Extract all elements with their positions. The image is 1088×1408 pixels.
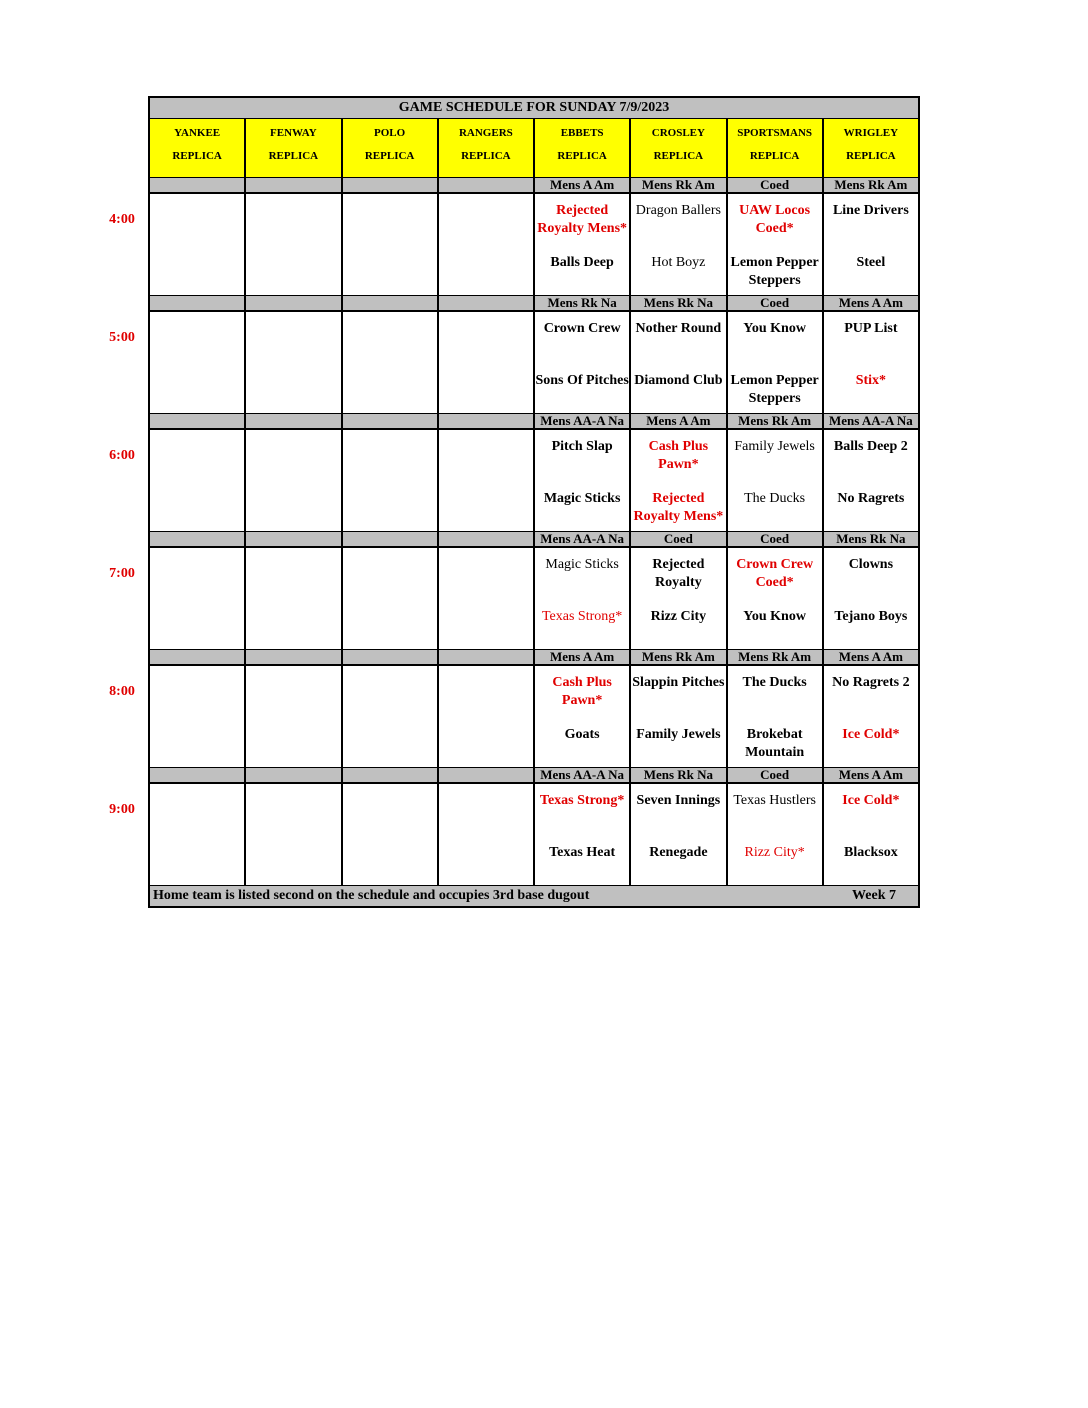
- division-label: [246, 650, 342, 664]
- away-team: No Ragrets 2: [832, 675, 910, 690]
- away-team: Cash Plus Pawn*: [648, 439, 709, 472]
- away-team: Rejected Royalty: [652, 557, 705, 590]
- home-team: Rizz City*: [744, 845, 805, 860]
- home-team: Balls Deep: [550, 255, 614, 270]
- away-team: Line Drivers: [832, 203, 909, 218]
- away-team: Slappin Pitches: [632, 675, 725, 690]
- empty-game-cell: [343, 666, 439, 767]
- home-team: Rizz City: [650, 609, 707, 624]
- time-label: 4:00: [109, 212, 135, 227]
- time-label: 6:00: [109, 448, 135, 463]
- game-cell: [824, 548, 918, 649]
- home-team: Lemon Pepper Steppers: [730, 373, 819, 406]
- field-header-sportsmans: [728, 119, 824, 177]
- game-cell: [631, 784, 727, 885]
- game-cell: [535, 430, 631, 531]
- game-cell: [824, 666, 918, 767]
- game-cell: [631, 194, 727, 295]
- empty-game-cell: [150, 312, 246, 413]
- schedule-title: GAME SCHEDULE FOR SUNDAY 7/9/2023: [148, 96, 920, 119]
- field-type: REPLICA: [846, 150, 896, 162]
- division-row: [148, 767, 920, 784]
- division-label: [439, 532, 535, 546]
- division-label: [150, 650, 246, 664]
- division-label: [150, 414, 246, 428]
- division-label: Mens A Am: [838, 650, 904, 664]
- game-cell: [824, 784, 918, 885]
- division-label: [343, 768, 439, 782]
- empty-game-cell: [246, 784, 342, 885]
- empty-game-cell: [150, 430, 246, 531]
- away-team: Nother Round: [635, 321, 722, 336]
- division-label: Mens AA-A Na: [535, 532, 631, 546]
- game-cell: [631, 430, 727, 531]
- division-label: Mens A Am: [535, 178, 631, 192]
- division-label: Mens Rk Na: [631, 296, 727, 310]
- division-row: [148, 177, 920, 194]
- field-type: REPLICA: [172, 150, 222, 162]
- division-label: Coed: [728, 768, 824, 782]
- division-label: Mens A Am: [838, 768, 904, 782]
- footer-note: Home team is listed second on the schedule and occupies 3rd base dugout: [153, 888, 590, 903]
- field-type: REPLICA: [749, 150, 800, 162]
- schedule-sheet: [109, 96, 920, 908]
- field-header-yankee: [150, 119, 246, 177]
- division-label: Mens A Am: [535, 650, 631, 664]
- division-label: Coed: [728, 296, 824, 310]
- home-team: Lemon Pepper Steppers: [730, 255, 819, 288]
- empty-game-cell: [439, 430, 535, 531]
- field-header-rangers: [439, 119, 535, 177]
- home-team: No Ragrets: [837, 491, 905, 506]
- home-team: Rejected Royalty Mens*: [633, 491, 724, 524]
- division-row: [148, 649, 920, 666]
- empty-game-cell: [343, 430, 439, 531]
- time-slot: [109, 649, 920, 767]
- time-label: 8:00: [109, 684, 135, 699]
- time-slot: [109, 413, 920, 531]
- game-row: [109, 194, 920, 295]
- home-team: Sons Of Pitches: [535, 373, 629, 388]
- game-cell: [535, 784, 631, 885]
- division-label: [439, 178, 535, 192]
- division-label: [343, 532, 439, 546]
- empty-game-cell: [246, 194, 342, 295]
- away-team: UAW Locos Coed*: [739, 203, 811, 236]
- home-team: Stix*: [855, 373, 887, 388]
- home-team: Renegade: [649, 845, 708, 860]
- division-label: [246, 296, 342, 310]
- time-slots: [109, 177, 920, 885]
- empty-game-cell: [439, 548, 535, 649]
- game-row: [109, 548, 920, 649]
- away-team: Crown Crew Coed*: [736, 557, 814, 590]
- division-label: [343, 296, 439, 310]
- home-team: You Know: [743, 609, 806, 624]
- week-label: Week 7: [852, 888, 896, 903]
- away-team: Dragon Ballers: [635, 203, 721, 218]
- division-label: Mens A Am: [631, 414, 727, 428]
- home-team: Steel: [856, 255, 886, 270]
- field-header-polo: [343, 119, 439, 177]
- away-team: Cash Plus Pawn*: [552, 675, 612, 708]
- game-cell: [728, 194, 824, 295]
- empty-game-cell: [343, 548, 439, 649]
- field-type: REPLICA: [268, 150, 319, 162]
- game-row: [109, 430, 920, 531]
- away-team: You Know: [743, 321, 806, 336]
- empty-game-cell: [246, 666, 342, 767]
- division-label: [343, 650, 439, 664]
- division-label: Coed: [728, 532, 824, 546]
- away-team: Clowns: [848, 557, 894, 572]
- empty-game-cell: [343, 312, 439, 413]
- empty-game-cell: [150, 194, 246, 295]
- game-row: [109, 784, 920, 885]
- division-label: [439, 650, 535, 664]
- home-team: Family Jewels: [636, 727, 721, 742]
- division-label: [439, 414, 535, 428]
- time-slot: [109, 767, 920, 885]
- division-label: [150, 296, 246, 310]
- field-type: REPLICA: [653, 150, 704, 162]
- game-cell: [824, 194, 918, 295]
- division-label: [343, 178, 439, 192]
- home-team: The Ducks: [744, 491, 806, 506]
- empty-game-cell: [439, 784, 535, 885]
- division-label: Mens A Am: [838, 296, 904, 310]
- game-cell: [728, 784, 824, 885]
- game-row: [109, 312, 920, 413]
- home-team: Texas Strong*: [541, 609, 623, 624]
- empty-game-cell: [439, 194, 535, 295]
- game-cell: [728, 666, 824, 767]
- home-team: Tejano Boys: [834, 609, 908, 624]
- home-team: Texas Heat: [549, 845, 616, 860]
- empty-game-cell: [150, 666, 246, 767]
- away-team: Seven Innings: [636, 793, 721, 808]
- away-team: Rejected Royalty Mens*: [537, 203, 628, 236]
- home-team: Blacksox: [844, 845, 898, 860]
- game-cell: [631, 666, 727, 767]
- field-type: REPLICA: [364, 150, 415, 162]
- empty-game-cell: [150, 548, 246, 649]
- field-name: CROSLEY: [651, 127, 705, 139]
- game-cell: [728, 548, 824, 649]
- away-team: Pitch Slap: [551, 439, 613, 454]
- division-label: Mens Rk Am: [728, 414, 824, 428]
- game-cell: [535, 666, 631, 767]
- game-cell: [535, 194, 631, 295]
- home-team: Hot Boyz: [651, 255, 706, 270]
- division-label: [150, 768, 246, 782]
- away-team: Ice Cold*: [842, 793, 900, 808]
- division-row: [148, 295, 920, 312]
- empty-game-cell: [246, 548, 342, 649]
- division-label: Mens Rk Am: [728, 650, 824, 664]
- game-cell: [631, 312, 727, 413]
- division-label: Coed: [631, 532, 727, 546]
- game-cell: [824, 312, 918, 413]
- away-team: Magic Sticks: [545, 557, 619, 572]
- division-label: Coed: [728, 178, 824, 192]
- home-team: Brokebat Mountain: [745, 727, 805, 760]
- game-row: [109, 666, 920, 767]
- division-label: [439, 296, 535, 310]
- game-cell: [535, 312, 631, 413]
- field-name: POLO: [374, 127, 406, 139]
- time-label: 5:00: [109, 330, 135, 345]
- field-type: REPLICA: [557, 150, 607, 162]
- away-team: Texas Strong*: [539, 793, 625, 808]
- time-slot: [109, 177, 920, 295]
- division-label: Mens Rk Am: [631, 178, 727, 192]
- division-label: Mens Rk Am: [631, 650, 727, 664]
- division-row: [148, 531, 920, 548]
- empty-game-cell: [439, 312, 535, 413]
- field-header-crosley: [631, 119, 727, 177]
- home-team: Magic Sticks: [543, 491, 621, 506]
- home-team: Diamond Club: [634, 373, 723, 388]
- division-label: [150, 178, 246, 192]
- division-label: Mens Rk Na: [631, 768, 727, 782]
- game-cell: [824, 430, 918, 531]
- time-label: 7:00: [109, 566, 135, 581]
- division-label: Mens Rk Am: [834, 178, 908, 192]
- field-header-fenway: [246, 119, 342, 177]
- division-label: Mens AA-A Na: [828, 414, 913, 428]
- empty-game-cell: [343, 784, 439, 885]
- time-slot: [109, 295, 920, 413]
- field-name: YANKEE: [174, 127, 221, 139]
- away-team: Texas Hustlers: [733, 793, 816, 808]
- away-team: Crown Crew: [543, 321, 621, 336]
- division-label: [246, 768, 342, 782]
- empty-game-cell: [150, 784, 246, 885]
- empty-game-cell: [246, 312, 342, 413]
- field-name: EBBETS: [560, 127, 604, 139]
- division-label: Mens Rk Na: [836, 532, 906, 546]
- empty-game-cell: [246, 430, 342, 531]
- division-label: Mens AA-A Na: [535, 768, 631, 782]
- division-label: Mens AA-A Na: [535, 414, 631, 428]
- field-header-wrigley: [824, 119, 918, 177]
- division-label: [343, 414, 439, 428]
- division-label: Mens Rk Na: [535, 296, 631, 310]
- field-name: WRIGLEY: [843, 127, 899, 139]
- time-label: 9:00: [109, 802, 135, 817]
- game-cell: [631, 548, 727, 649]
- away-team: The Ducks: [742, 675, 807, 690]
- field-name: RANGERS: [458, 127, 513, 139]
- away-team: PUP List: [844, 321, 898, 336]
- field-name: SPORTSMANS: [737, 127, 813, 139]
- field-type: REPLICA: [461, 150, 511, 162]
- home-team: Ice Cold*: [842, 727, 900, 742]
- footer-bar: [148, 885, 920, 908]
- empty-game-cell: [343, 194, 439, 295]
- game-cell: [728, 430, 824, 531]
- empty-game-cell: [439, 666, 535, 767]
- away-team: Family Jewels: [734, 439, 815, 454]
- field-name: FENWAY: [270, 127, 317, 139]
- home-team: Goats: [564, 727, 600, 742]
- division-label: [246, 414, 342, 428]
- time-slot: [109, 531, 920, 649]
- division-label: [246, 178, 342, 192]
- division-label: [150, 532, 246, 546]
- field-header-ebbets: [535, 119, 631, 177]
- game-cell: [535, 548, 631, 649]
- division-row: [148, 413, 920, 430]
- division-label: [246, 532, 342, 546]
- game-cell: [728, 312, 824, 413]
- field-header-row: [148, 119, 920, 177]
- division-label: [439, 768, 535, 782]
- away-team: Balls Deep 2: [833, 439, 908, 454]
